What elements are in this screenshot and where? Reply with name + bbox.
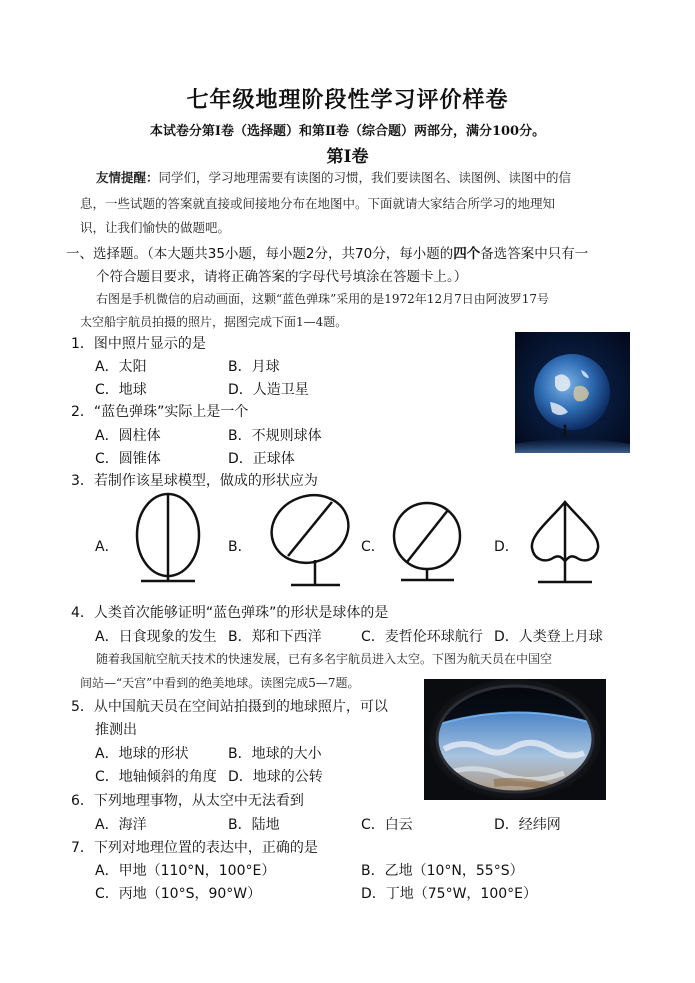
q3-option-d[interactable]: D．: [494, 539, 519, 555]
q7-option-c[interactable]: C．丙地（10°S，90°W）: [95, 886, 262, 902]
q5-option-d[interactable]: D．地球的公转: [228, 769, 323, 785]
q1-option-c[interactable]: C．地球: [95, 382, 147, 398]
model-c-shape: [394, 503, 460, 580]
q4-option-c[interactable]: C．麦哲伦环球航行: [361, 629, 483, 645]
q2-stem: 2．“蓝色弹珠”实际上是一个: [71, 404, 249, 420]
section-heading-c: 备选答案中只有一: [480, 246, 589, 262]
q3-option-b[interactable]: B．: [228, 539, 252, 555]
intro2-line2: 间站—“天宫”中看到的绝美地球。读图完成5—7题。: [80, 676, 360, 690]
section-heading-a: 一、选择题。（本大题共35小题，每小题2分，共70分，每小题的: [66, 246, 454, 262]
q6-option-b[interactable]: B．陆地: [228, 817, 280, 833]
section-heading-line2: 个符合题目要求，请将正确答案的字母代号填涂在答题卡上。）: [96, 269, 468, 285]
q6-option-d[interactable]: D．经纬网: [494, 817, 561, 833]
q7-stem: 7．下列对地理位置的表达中，正确的是: [71, 840, 318, 856]
model-d-shape: [532, 502, 598, 582]
tip-text-1: 同学们，学习地理需要有读图的习惯，我们要读图名、读图例、读图中的信: [158, 170, 572, 185]
intro2-line1: 随着我国航空航天技术的快速发展，已有多名宇航员进入太空。下图为航天员在中国空: [96, 652, 553, 666]
q3-stem: 3．若制作该星球模型，做成的形状应为: [71, 473, 318, 489]
q6-stem: 6．下列地理事物，从太空中无法看到: [71, 793, 304, 809]
q1-option-a[interactable]: A．太阳: [95, 359, 147, 375]
q6-option-a[interactable]: A．海洋: [95, 817, 147, 833]
tip-line-1: [96, 168, 571, 186]
q7-option-a[interactable]: A．甲地（110°N，100°E）: [95, 863, 276, 879]
page-title: 七年级地理阶段性学习评价样卷: [186, 87, 509, 113]
model-b-shape: [262, 490, 358, 585]
section-heading: [66, 242, 588, 262]
q2-option-d[interactable]: D．正球体: [228, 451, 295, 467]
q1-option-d[interactable]: D．人造卫星: [228, 382, 309, 398]
q5-option-a[interactable]: A．地球的形状: [95, 746, 189, 762]
q4-stem: 4．人类首次能够证明“蓝色弹珠”的形状是球体的是: [71, 605, 389, 621]
globe-model-diagrams: [0, 490, 695, 590]
q5-option-c[interactable]: C．地轴倾斜的角度: [95, 769, 217, 785]
q2-option-b[interactable]: B．不规则球体: [228, 428, 322, 444]
q4-option-d[interactable]: D．人类登上月球: [494, 629, 603, 645]
model-a-shape: [137, 494, 199, 581]
q2-option-c[interactable]: C．圆锥体: [95, 451, 161, 467]
tip-label: 友情提醒：: [96, 170, 159, 185]
q5-option-b[interactable]: B．地球的大小: [228, 746, 322, 762]
q6-option-c[interactable]: C．白云: [361, 817, 413, 833]
q5-stem: 5．从中国航天员在空间站拍摄到的地球照片，可以: [71, 699, 388, 715]
volume-heading: 第Ⅰ卷: [326, 147, 369, 167]
q5-stem-line2: 推测出: [95, 722, 137, 738]
q1-stem: 1．图中照片显示的是: [71, 336, 206, 352]
section-heading-b: 四个: [453, 246, 481, 262]
q7-option-d[interactable]: D．丁地（75°W，100°E）: [361, 886, 538, 902]
q3-option-a[interactable]: A．: [95, 539, 119, 555]
q2-option-a[interactable]: A．圆柱体: [95, 428, 161, 444]
intro1-line1: 右图是手机微信的启动画面，这颗“蓝色弹珠”采用的是1972年12月7日由阿波罗17号: [96, 292, 549, 306]
intro1-line2: 太空船宇航员拍摄的照片，据图完成下面1—4题。: [80, 315, 348, 329]
q3-option-c[interactable]: C．: [361, 539, 385, 555]
tip-line-3: 识，让我们愉快的做题吧。: [80, 220, 231, 235]
q4-option-a[interactable]: A．日食现象的发生: [95, 629, 217, 645]
exam-subtitle: 本试卷分第Ⅰ卷（选择题）和第Ⅱ卷（综合题）两部分，满分100分。: [149, 124, 546, 139]
q1-option-b[interactable]: B．月球: [228, 359, 280, 375]
q4-option-b[interactable]: B．郑和下西洋: [228, 629, 322, 645]
tip-line-2: 息，一些试题的答案就直接或间接地分布在地图中。下面就请大家结合所学习的地理知: [80, 196, 556, 211]
tiangong-earth-photo: [424, 679, 606, 800]
q7-option-b[interactable]: B．乙地（10°N，55°S）: [361, 863, 524, 879]
blue-marble-photo: [515, 332, 630, 453]
